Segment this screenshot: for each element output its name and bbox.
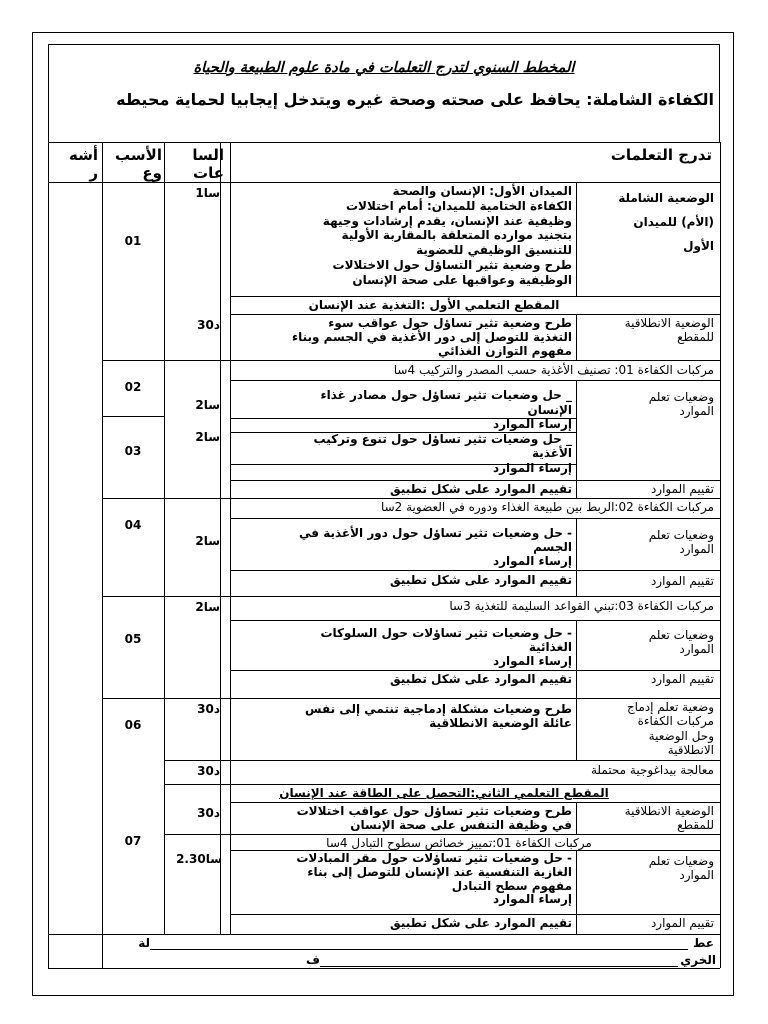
s4-bottom-line <box>102 596 720 597</box>
s7-week: 07 <box>124 834 142 848</box>
s3-left: وضعيات تعلم الموارد <box>648 390 714 418</box>
footer-text-1-right: عط <box>692 936 714 950</box>
s3-section-title: مركبات الكفاءة 01: تصنيف الأغذية حسب المصدر والتركيب 4سا <box>393 363 714 377</box>
s6-remediation-hours: 30د <box>197 764 220 778</box>
table-left-line <box>48 142 49 968</box>
s5-divider <box>576 620 577 698</box>
s3-week-split <box>102 416 164 417</box>
col-line-hours-inner <box>230 142 231 934</box>
s7-eval-right: تقييم الموارد على شكل تطبيق <box>390 916 572 930</box>
s3-section-line <box>230 380 720 381</box>
s6-hours: 30د <box>197 702 220 716</box>
s6-remediation: معالجة بيداغوجية محتملة <box>590 763 714 777</box>
s3-mid-line-c <box>230 464 576 465</box>
s1-global-situation: الوضعية الشاملة (الأم) للميدان الأول <box>618 191 714 253</box>
s3-bottom-line <box>102 498 720 499</box>
s7-divider-b <box>576 850 577 934</box>
s3-week-a: 02 <box>124 380 142 394</box>
s5-eval-right: تقييم الموارد على شكل تطبيق <box>390 672 572 686</box>
s3-right: _ حل وضعيات تثير تساؤل حول مصادر غذاء الإنسان إرساء الموارد _ حل وضعيات تثير تساؤل حول تنوع وتركيب الأغذية إرساء الموارد <box>313 388 572 475</box>
s7-right2: - حل وضعيات تثير تساؤلات حول مقر المبادلات الغازية التنفسية عند الإنسان للتوصل إلى بناء مفهوم سطح التبادل إرساء الموارد <box>296 851 572 907</box>
s2-bottom-line <box>102 360 720 361</box>
footer-dash-1 <box>150 949 688 950</box>
s2-divider <box>576 314 577 360</box>
s4-divider <box>576 518 577 596</box>
s3-mid-line-b <box>230 432 576 433</box>
s7-left: الوضعية الانطلاقية للمقطع <box>624 804 714 832</box>
s5-week: 05 <box>124 632 142 646</box>
header-hours: السا عات <box>192 146 224 182</box>
footer-dash-2 <box>320 966 678 967</box>
s6-left: وضعية تعلم إدماج مركبات الكفاءة وحل الوضعية الانطلاقية <box>626 700 714 757</box>
s3-hours-a: 2سا <box>195 398 220 412</box>
s3-eval-left: تقييم الموارد <box>650 482 714 496</box>
s4-left: وضعيات تعلم الموارد <box>648 528 714 556</box>
s7-hours: 30د <box>197 806 220 820</box>
s5-section-title: مركبات الكفاءة 03:تبني القواعد السليمة للتغذية 3سا <box>449 599 714 613</box>
s5-right: - حل وضعيات تثير تساؤلات حول السلوكات الغذائية إرساء الموارد <box>320 626 572 668</box>
s3-mid-line-a <box>230 418 576 419</box>
s1-domain-text: الميدان الأول: الإنسان والصحة الكفاءة الختامية للميدان: أمام اختلالات وظيفية عند الإنسان، يقدم إرشادات وجيهة بتجنيد موارده المتعلقة بالمقاربة الأولية للتنسيق الوظيفي للعضوية طرح وضعية تثير التساؤل حول الاختلالات الوظيفية وعواقبها على صحة الإنسان <box>322 184 572 287</box>
s4-hours: 2سا <box>195 534 220 548</box>
s2-hours: 30د <box>197 318 220 332</box>
s7-divider-a <box>576 802 577 834</box>
table-top-line <box>48 142 720 143</box>
s5-section-line <box>230 620 720 621</box>
s1-bottom-line <box>230 296 720 297</box>
s6-week: 06 <box>124 718 142 732</box>
s5-hours: 2سا <box>195 600 220 614</box>
table-bottom-line <box>48 968 720 969</box>
s3-week-b: 03 <box>124 444 142 458</box>
header-bottom-line <box>48 182 720 183</box>
s7-eval-left: تقييم الموارد <box>650 916 714 930</box>
s7-comp-title: مركبات الكفاءة 01:تمييز خصائص سطوح التبادل 4سا <box>326 836 592 850</box>
s4-eval-right: تقييم الموارد على شكل تطبيق <box>390 573 572 587</box>
col-line-hours-outer <box>220 142 221 934</box>
s3-eval-line <box>230 480 720 481</box>
table-right-line <box>720 142 721 968</box>
s7-comp-line <box>164 834 720 835</box>
document-title: المخطط السنوي لتدرج التعلمات في مادة علوم الطبيعة والحياة <box>193 60 575 76</box>
s7-eval-line <box>230 914 720 915</box>
s2-left: الوضعية الانطلاقية للمقطع <box>624 316 714 344</box>
s6-bottom-line <box>164 784 720 785</box>
s1-week: 01 <box>124 234 142 248</box>
s4-right: - حل وضعيات تثير تساؤل حول دور الأغذية في الجسم إرساء الموارد <box>299 526 572 568</box>
s6-right: طرح وضعيات مشكلة إدماجية تنتمي إلى نفس عائلة الوضعية الانطلاقية <box>305 702 572 730</box>
s7-section-line <box>230 802 720 803</box>
s5-eval-line <box>230 670 720 671</box>
s6-divider <box>576 698 577 760</box>
s4-week: 04 <box>124 518 142 532</box>
header-months: أشه ر <box>69 146 98 182</box>
s4-section-title: مركبات الكفاءة 02:الربط بين طبيعة الغذاء ودوره في العضوية 2سا <box>380 500 714 514</box>
header-progress: تدرج التعلمات <box>610 146 712 164</box>
s2-section-line <box>230 314 720 315</box>
s5-eval-left: تقييم الموارد <box>650 672 714 686</box>
s3-eval-right: تقييم الموارد على شكل تطبيق <box>390 482 572 496</box>
col-line-weeks <box>164 142 165 934</box>
overall-competence: الكفاءة الشاملة: يحافظ على صحته وصحة غيره ويتدخل إيجابيا لحماية محيطه <box>116 90 714 109</box>
s2-right: طرح وضعية تثير تساؤل حول عواقب سوء التغذية للتوصل إلى دور الأغذية في الجسم وبناء مفهوم التوازن الغذائي <box>291 316 572 358</box>
s7-section-title: المقطع التعلمي الثاني:التحصل على الطاقة عند الإنسان <box>279 786 609 800</box>
s3-hours-b: 2سا <box>195 430 220 444</box>
s4-eval-left: تقييم الموارد <box>650 574 714 588</box>
s7-hours2: 2.30سا <box>176 852 222 866</box>
s4-eval-line <box>230 570 720 571</box>
header-weeks: الأسب وع <box>115 146 162 182</box>
s7-right: طرح وضعيات تثير تساؤل حول عواقب اختلالات في وظيفة التنفس على صحة الإنسان <box>296 804 572 832</box>
s7-left2: وضعيات تعلم الموارد <box>648 854 714 882</box>
s1-hours: 1سا <box>195 186 220 200</box>
s4-section-line <box>230 518 720 519</box>
footer-text-1-left: لة <box>138 936 150 950</box>
s2-section-title: المقطع التعلمي الأول :التغذية عند الإنسان <box>308 298 560 312</box>
s1-divider <box>576 182 577 296</box>
col-line-months <box>102 142 103 968</box>
s7-bottom-line <box>48 934 720 935</box>
s6-remediation-line <box>164 760 720 761</box>
s5-bottom-line <box>102 698 720 699</box>
footer-text-2-right: الخري <box>680 953 716 967</box>
footer-text-2-left: ف <box>306 953 320 967</box>
s5-left: وضعيات تعلم الموارد <box>648 628 714 656</box>
